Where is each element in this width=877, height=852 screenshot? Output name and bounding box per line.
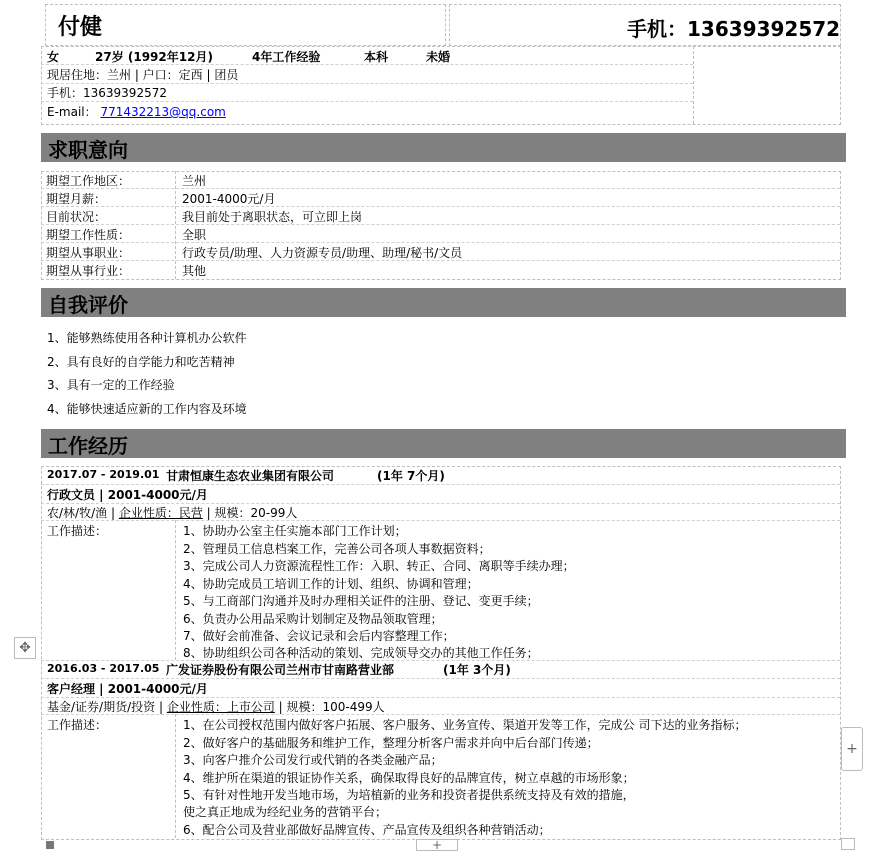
basic-age: 27岁 (1992年12月) bbox=[95, 50, 213, 64]
divider bbox=[41, 64, 693, 65]
job-title: 行政文员 | 2001-4000元/月 bbox=[47, 488, 208, 502]
job-desc-line: 4、维护所在渠道的银证协作关系，确保取得良好的品牌宣传，树立卓越的市场形象； bbox=[183, 771, 635, 785]
table-resize-handle-icon[interactable] bbox=[841, 838, 855, 850]
job-company: 甘肃恒康生态农业集团有限公司 bbox=[166, 469, 335, 483]
job-duration: (1年 7个月) bbox=[377, 469, 445, 483]
job-desc-line: 2、管理员工信息档案工作，完善公司各项人事数据资料； bbox=[183, 542, 491, 556]
intent-row bbox=[41, 262, 840, 278]
job-company: 广发证券股份有限公司兰州市甘南路营业部 bbox=[166, 663, 395, 677]
job-desc-line: 7、做好会前准备、会议记录和会后内容整理工作； bbox=[183, 629, 455, 643]
job-title: 客户经理 | 2001-4000元/月 bbox=[47, 682, 208, 696]
email-link[interactable]: 771432213@qq.com bbox=[100, 105, 226, 119]
candidate-phone-big: 手机：13639392572 bbox=[627, 17, 841, 41]
job-desc-line: 8、协助组织公司各种活动的策划、完成领导交办的其他工作任务； bbox=[183, 646, 539, 660]
basic-gender: 女 bbox=[47, 50, 60, 64]
left-margin-marker bbox=[46, 841, 54, 849]
job-desc-line: 4、协助完成员工培训工作的计划、组织、协调和管理； bbox=[183, 577, 479, 591]
intent-row bbox=[41, 190, 840, 207]
divider bbox=[41, 484, 840, 485]
divider bbox=[41, 678, 840, 679]
basic-education: 本科 bbox=[364, 50, 389, 64]
section-heading-self bbox=[41, 288, 846, 317]
section-heading-work bbox=[41, 429, 846, 458]
job-desc-line: 6、负责办公用品采购计划制定及物品领取管理； bbox=[183, 612, 443, 626]
job-company-type: 企业性质：上市公司 bbox=[166, 700, 275, 714]
job-company-size: 规模：20-99人 bbox=[214, 506, 298, 520]
job-info: 农/林/牧/渔 | 企业性质：民营 | 规模：20-99人 bbox=[47, 506, 298, 520]
desc-col-divider bbox=[175, 714, 176, 838]
email-line bbox=[47, 103, 226, 120]
basic-marital: 未婚 bbox=[426, 50, 451, 64]
job-desc-line: 2、做好客户的基础服务和维护工作，整理分析客户需求并向中后台部门传递； bbox=[183, 736, 599, 750]
divider bbox=[41, 714, 840, 715]
intent-value: 行政专员/助理、人力资源专员/助理、助理/秘书/文员 bbox=[182, 246, 463, 260]
self-eval-item: 4、能够快速适应新的工作内容及环境 bbox=[47, 402, 247, 416]
job-desc-line: 5、与工商部门沟通并及时办理相关证件的注册、登记、变更手续； bbox=[183, 594, 539, 608]
section-title: 工作经历 bbox=[48, 434, 128, 458]
intent-value: 2001-4000元/月 bbox=[182, 192, 276, 206]
intent-value: 我目前处于离职状态，可立即上岗 bbox=[182, 210, 363, 224]
intent-value: 兰州 bbox=[182, 174, 207, 188]
email-label: E-mail： bbox=[47, 105, 97, 119]
intent-key: 期望从事行业： bbox=[46, 264, 131, 278]
self-eval-item: 2、具有良好的自学能力和吃苦精神 bbox=[47, 355, 235, 369]
job-desc-line: 5、有针对性地开发当地市场，为培植新的业务和投资者提供系统支持及有效的措施， bbox=[183, 788, 635, 802]
self-eval-item: 3、具有一定的工作经验 bbox=[47, 378, 175, 392]
table-move-handle-icon[interactable]: ✥ bbox=[14, 637, 36, 659]
add-column-button[interactable]: + bbox=[841, 727, 863, 771]
job-desc-line: 1、在公司授权范围内做好客户拓展、客户服务、业务宣传、渠道开发等工作，完成公 司下达的业务指标； bbox=[183, 718, 747, 732]
job-company-size: 规模：100-499人 bbox=[286, 700, 385, 714]
intent-row bbox=[41, 226, 840, 243]
divider bbox=[41, 660, 840, 661]
add-row-button[interactable]: + bbox=[416, 839, 458, 851]
basic-experience: 4年工作经验 bbox=[252, 50, 321, 64]
job-desc-line: 1、协助办公室主任实施本部门工作计划； bbox=[183, 524, 407, 538]
intent-key: 期望月薪： bbox=[46, 192, 107, 206]
phone-line: 手机：13639392572 bbox=[47, 86, 167, 100]
intent-value: 其他 bbox=[182, 264, 207, 278]
intent-row bbox=[41, 172, 840, 189]
desc-col-divider bbox=[175, 520, 176, 660]
intent-key: 期望工作地区： bbox=[46, 174, 131, 188]
divider bbox=[41, 520, 840, 521]
job-desc-label: 工作描述： bbox=[47, 524, 108, 538]
job-period: 2016.03 - 2017.05 bbox=[47, 662, 160, 675]
job-industry: 农/林/牧/渔 bbox=[47, 506, 108, 520]
job-desc-line: 3、向客户推介公司发行或代销的各类金融产品； bbox=[183, 753, 443, 767]
section-title: 自我评价 bbox=[48, 293, 128, 317]
intent-key: 目前状况： bbox=[46, 210, 107, 224]
residence-line: 现居住地：兰州 | 户口：定西 | 团员 bbox=[47, 68, 239, 82]
job-desc-line: 3、完成公司人力资源流程性工作：入职、转正、合同、离职等手续办理； bbox=[183, 559, 575, 573]
intent-value: 全职 bbox=[182, 228, 207, 242]
header-name-cell bbox=[45, 4, 446, 46]
job-info: 基金/证券/期货/投资 | 企业性质：上市公司 | 规模：100-499人 bbox=[47, 700, 385, 714]
candidate-name: 付健 bbox=[58, 15, 103, 40]
header-divider bbox=[693, 46, 694, 124]
divider bbox=[41, 101, 693, 102]
job-industry: 基金/证券/期货/投资 bbox=[47, 700, 156, 714]
job-desc-label: 工作描述： bbox=[47, 718, 108, 732]
job-desc-line: 6、配合公司及营业部做好品牌宣传、产品宣传及组织各种营销活动； bbox=[183, 823, 551, 837]
section-heading-intent bbox=[41, 133, 846, 162]
intent-row bbox=[41, 208, 840, 225]
intent-key: 期望工作性质： bbox=[46, 228, 131, 242]
intent-key: 期望从事职业： bbox=[46, 246, 131, 260]
self-eval-item: 1、能够熟练使用各种计算机办公软件 bbox=[47, 331, 247, 345]
job-duration: (1年 3个月) bbox=[443, 663, 511, 677]
section-title: 求职意向 bbox=[48, 138, 128, 162]
job-desc-line: 使之真正地成为经纪业务的营销平台； bbox=[183, 805, 388, 819]
intent-row bbox=[41, 244, 840, 261]
job-company-type: 企业性质：民营 bbox=[118, 506, 203, 520]
job-period: 2017.07 - 2019.01 bbox=[47, 468, 160, 481]
